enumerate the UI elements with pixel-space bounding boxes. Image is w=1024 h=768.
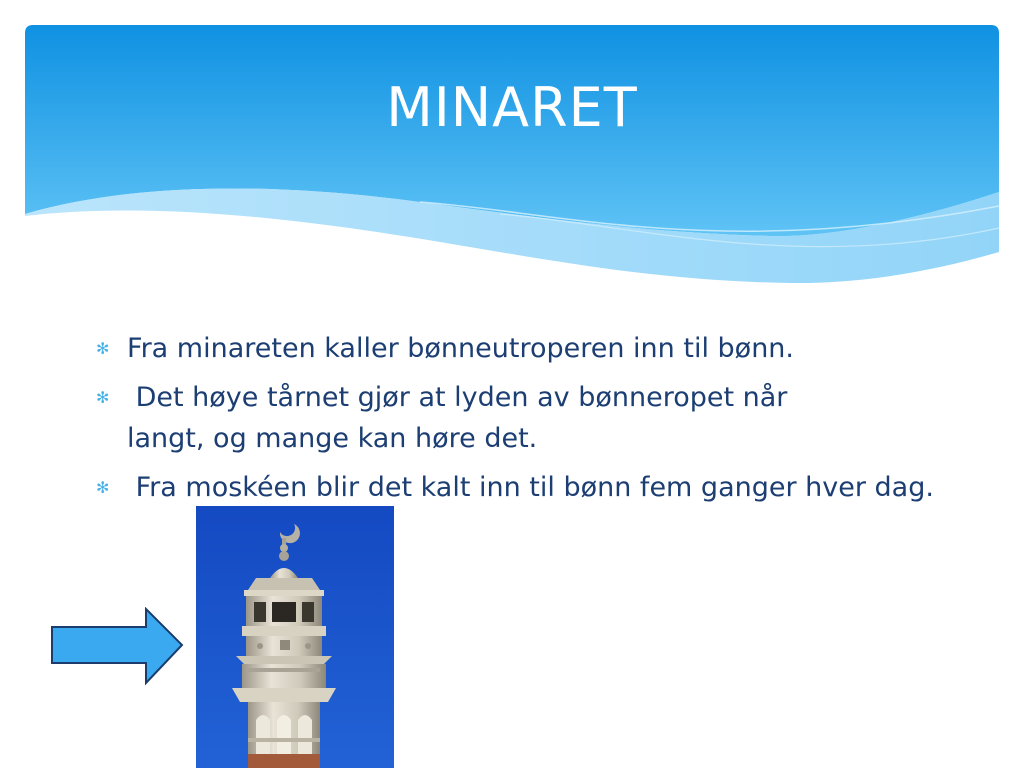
header-banner xyxy=(0,0,1024,300)
minaret-photo xyxy=(196,506,394,768)
bullet-item xyxy=(96,377,847,459)
asterisk-bullet-icon: ✻ xyxy=(96,388,110,407)
bullet-text: Det høye tårnet gjør at lyden av bønneropet når langt, og mange kan høre det. xyxy=(127,382,796,454)
asterisk-bullet-icon: ✻ xyxy=(96,478,110,497)
bullet-text: Fra minareten kaller bønneutroperen inn til bønn. xyxy=(127,333,794,364)
right-arrow-icon xyxy=(50,607,184,687)
asterisk-bullet-icon: ✻ xyxy=(96,339,110,358)
slide-title: MINARET xyxy=(386,76,638,139)
bullet-list xyxy=(96,328,936,516)
bullet-text: Fra moskéen blir det kalt inn til bønn fem ganger hver dag. xyxy=(127,472,934,503)
bullet-item xyxy=(96,467,936,508)
bullet-item xyxy=(96,328,936,369)
